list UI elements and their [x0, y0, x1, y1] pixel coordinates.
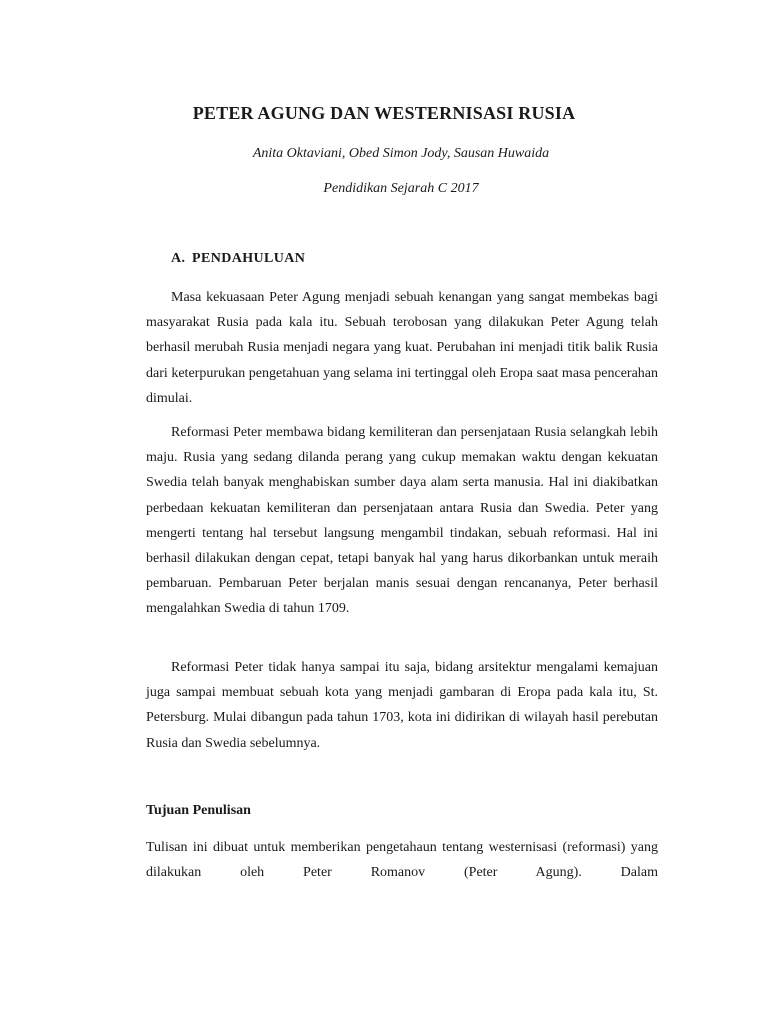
document-title: PETER AGUNG DAN WESTERNISASI RUSIA	[192, 103, 576, 123]
section-heading-tujuan-penulisan: Tujuan Penulisan	[146, 803, 251, 818]
section-number: A.	[171, 251, 186, 266]
author-affiliation: Pendidikan Sejarah C 2017	[323, 181, 479, 196]
section-heading-pendahuluan	[171, 251, 305, 267]
body-paragraph: Tulisan ini dibuat untuk memberikan pengetahaun tentang westernisasi (reformasi) yang dilakukan oleh Peter Romanov (Peter Agung). Dalam	[146, 840, 658, 881]
body-paragraph: Reformasi Peter membawa bidang kemiliteran dan persenjataan Rusia selangkah lebih maju. Rusia yang sedang dilanda perang yang cukup memakan waktu dengan kekuatan Swedia telah banyak menghabiskan sumber daya alam serta manusia. Hal ini diakibatkan perbedaan kekuatan kemiliteran dan persenjataan antara Rusia dan Swedia. Peter yang mengerti tentang hal tersebut langsung mengambil tindakan, sebuah reformasi. Hal ini berhasil dilakukan dengan cepat, tetapi banyak hal yang harus dikorbankan untuk meraih pembaruan. Pembaruan Peter berjalan manis sesuai dengan rencananya, Peter berhasil mengalahkan Swedia di tahun 1709.	[146, 425, 658, 617]
body-paragraph: Masa kekuasaan Peter Agung menjadi sebuah kenangan yang sangat membekas bagi masyarakat Rusia pada kala itu. Sebuah terobosan yang dilakukan Peter Agung telah berhasil merubah Rusia menjadi negara yang kuat. Perubahan ini menjadi titik balik Rusia dari keterpurukan pengetahuan yang selama ini tertinggal oleh Eropa saat masa pencerahan dimulai.	[146, 290, 658, 406]
body-paragraph: Reformasi Peter tidak hanya sampai itu saja, bidang arsitektur mengalami kemajuan juga sampai membuat sebuah kota yang menjadi gambaran di Eropa pada kala itu, St. Petersburg. Mulai dibangun pada tahun 1703, kota ini didirikan di wilayah hasil perebutan Rusia dan Swedia sebelumnya.	[146, 660, 658, 751]
section-title: PENDAHULUAN	[192, 251, 306, 266]
author-list: Anita Oktaviani, Obed Simon Jody, Sausan Huwaida	[252, 146, 550, 161]
